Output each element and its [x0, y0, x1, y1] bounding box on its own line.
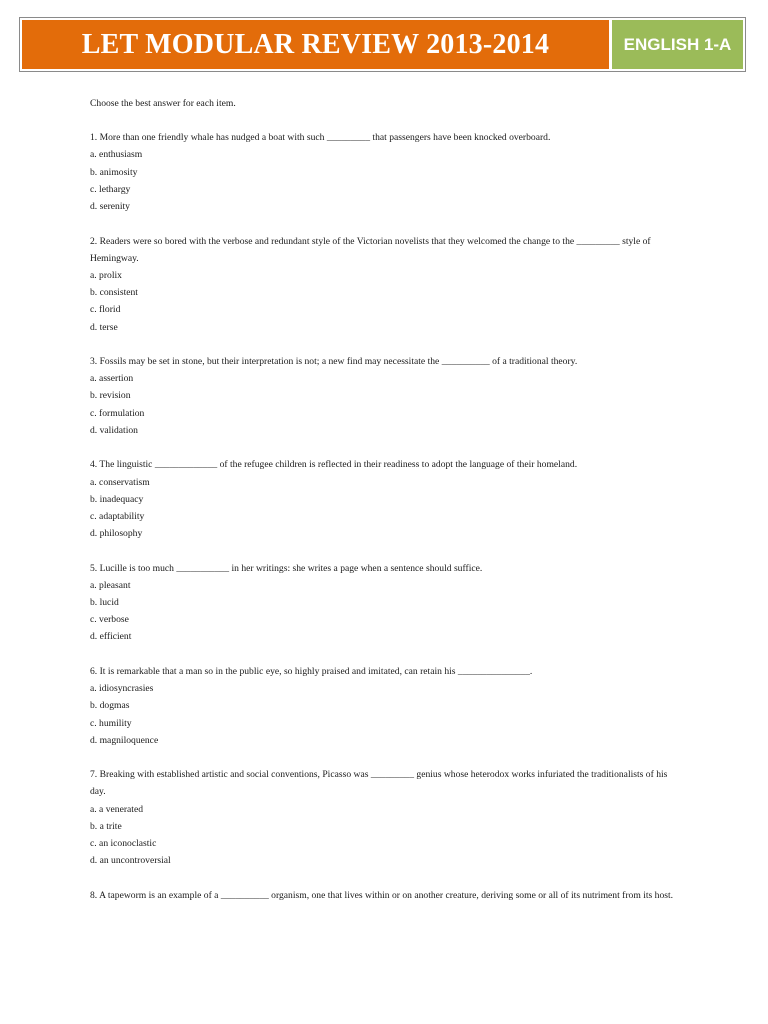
option-c: c. verbose [90, 614, 129, 626]
option-d: d. efficient [90, 631, 132, 643]
option-a: a. conservatism [90, 476, 150, 488]
option-c: c. formulation [90, 407, 145, 419]
question-text: 5. Lucille is too much ___________ in her writings: she writes a page when a sentence should suffice. [90, 562, 483, 574]
option-b: b. a trite [90, 820, 122, 832]
option-b: b. inadequacy [90, 493, 144, 505]
instructions: Choose the best answer for each item. [90, 98, 236, 109]
question-7 [90, 766, 680, 869]
option-b: b. lucid [90, 597, 119, 609]
question-text: 7. Breaking with established artistic and social conventions, Picasso was _________ genius whose heterodox works infuriated the traditionalists of his day. [90, 769, 668, 798]
option-a: a. pleasant [90, 579, 131, 591]
option-a: a. enthusiasm [90, 149, 143, 161]
question-text: 6. It is remarkable that a man so in the public eye, so highly praised and imitated, can retain his _______________. [90, 665, 533, 677]
subject-tag-label: ENGLISH 1-A [623, 34, 732, 54]
option-c: c. florid [90, 304, 121, 316]
option-a: a. a venerated [90, 803, 143, 815]
question-6 [90, 663, 680, 749]
option-a: a. assertion [90, 373, 134, 385]
question-3 [90, 353, 680, 439]
question-text: 3. Fossils may be set in stone, but their interpretation is not; a new find may necessitate the __________ of a traditional theory. [90, 356, 578, 368]
question-8 [90, 887, 680, 904]
question-text: 1. More than one friendly whale has nudged a boat with such _________ that passengers have been knocked overboard. [90, 132, 551, 144]
document-body [90, 95, 680, 921]
question-text: 4. The linguistic _____________ of the refugee children is reflected in their readiness to adopt the language of their homeland. [90, 459, 578, 471]
document-title: LET MODULAR REVIEW 2013-2014 [81, 28, 550, 60]
title-banner [22, 20, 609, 69]
option-d: d. terse [90, 321, 118, 333]
question-text: 2. Readers were so bored with the verbose and redundant style of the Victorian novelists that they welcomed the change to the _________ style of Hemingway. [90, 235, 651, 264]
option-d: d. validation [90, 424, 138, 436]
option-a: a. idiosyncrasies [90, 683, 154, 695]
subject-tag [612, 20, 743, 69]
option-d: d. magniloquence [90, 734, 159, 746]
option-d: d. philosophy [90, 528, 143, 540]
option-c: c. an iconoclastic [90, 838, 157, 850]
option-b: b. consistent [90, 287, 138, 299]
question-2 [90, 233, 680, 336]
option-c: c. adaptability [90, 510, 145, 522]
option-b: b. dogmas [90, 700, 130, 712]
option-c: c. lethargy [90, 183, 131, 195]
option-b: b. revision [90, 390, 131, 402]
option-c: c. humility [90, 717, 132, 729]
option-d: d. serenity [90, 201, 130, 213]
question-4 [90, 456, 680, 542]
option-d: d. an uncontroversial [90, 855, 171, 867]
option-b: b. animosity [90, 166, 138, 178]
question-5 [90, 560, 680, 646]
option-a: a. prolix [90, 269, 122, 281]
question-1 [90, 129, 680, 215]
document-header [19, 17, 746, 72]
question-text: 8. A tapeworm is an example of a __________ organism, one that lives within or on another creature, deriving some or all of its nutriment from its host. [90, 889, 674, 901]
